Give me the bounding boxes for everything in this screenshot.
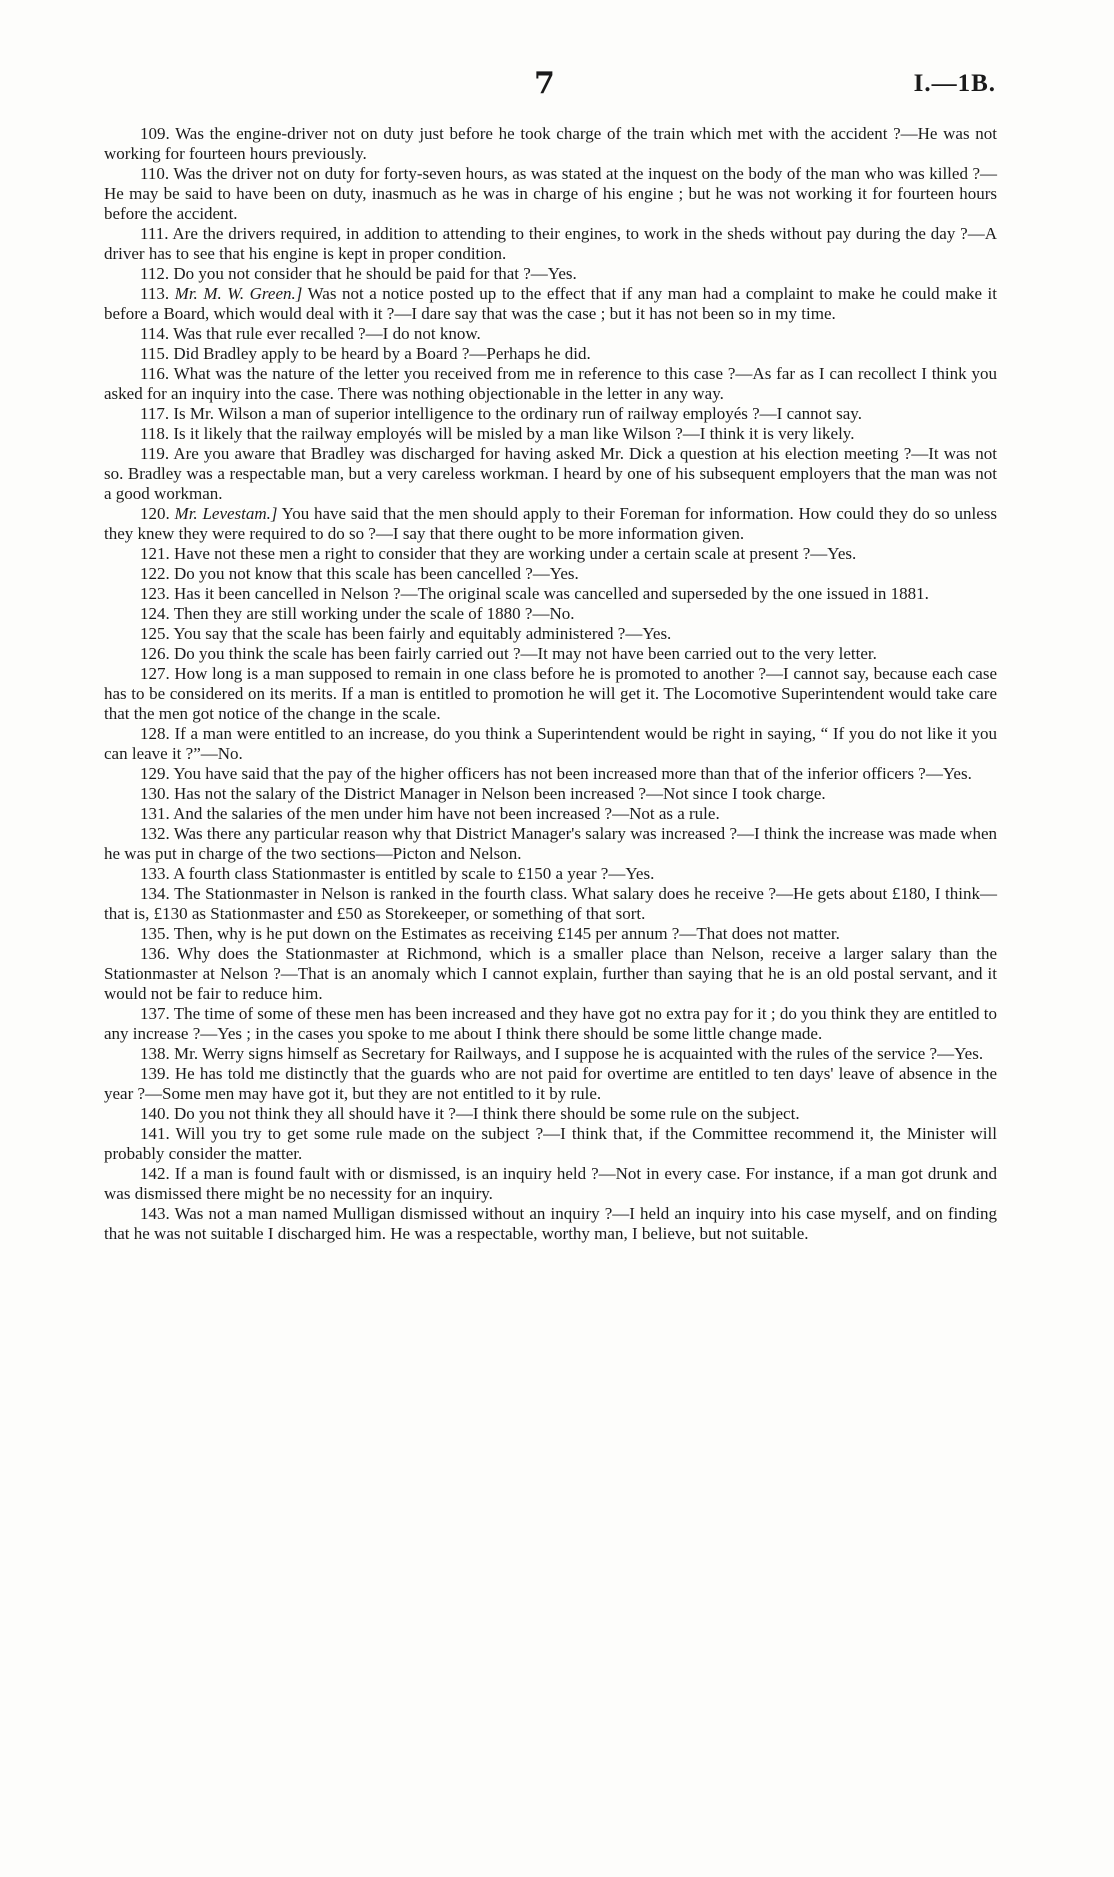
question-answer-text: Was not a man named Mulligan dismissed without an inquiry ?—I held an inquiry into his case myself, and on finding that he was not suitable I discharged him. He was a respectable, worthy man, I believe, but not suitable. — [104, 1204, 997, 1243]
question-number: 136. — [140, 944, 170, 963]
question-answer-text: The Stationmaster in Nelson is ranked in the fourth class. What salary does he receive ?—He gets about £180, I think—that is, £130 as Stationmaster and £50 as Storekeeper, or something of that sort. — [104, 884, 998, 923]
question-paragraph — [104, 664, 997, 724]
question-number: 133. — [140, 864, 170, 883]
question-paragraph — [104, 924, 997, 944]
question-paragraph — [104, 164, 997, 224]
question-paragraph — [104, 1004, 997, 1044]
page-number: 7 — [534, 66, 555, 101]
question-answer-text: Do you not think they all should have it ?—I think there should be some rule on the subject. — [174, 1104, 800, 1123]
question-number: 120. — [140, 504, 170, 523]
question-paragraph — [104, 764, 997, 784]
question-number: 110. — [140, 164, 170, 183]
question-paragraph — [104, 444, 997, 504]
question-paragraph — [104, 624, 997, 644]
question-answer-text: Then, why is he put down on the Estimates as receiving £145 per annum ?—That does not matter. — [173, 924, 840, 943]
question-answer-text: Are the drivers required, in addition to attending to their engines, to work in the sheds without pay during the day ?—A driver has to see that his engine is kept in proper condition. — [104, 224, 998, 263]
question-paragraph — [104, 1164, 997, 1204]
question-paragraph — [104, 804, 997, 824]
question-number: 111. — [140, 224, 169, 243]
question-number: 143. — [140, 1204, 170, 1223]
question-answer-text: Was there any particular reason why that District Manager's salary was increased ?—I think the increase was made when he was put in charge of the two sections—Picton and Nelson. — [104, 824, 997, 863]
question-paragraph — [104, 1204, 997, 1244]
question-answer-text: Was the driver not on duty for forty-seven hours, as was stated at the inquest on the body of the man who was killed ?—He may be said to have been on duty, inasmuch as he was in charge of his engine ; but he was not working it for fourteen hours before the accident. — [104, 164, 997, 223]
question-answer-text: Is Mr. Wilson a man of superior intelligence to the ordinary run of railway employés ?—I cannot say. — [173, 404, 862, 423]
question-number: 116. — [140, 364, 170, 383]
question-answer-text: A fourth class Stationmaster is entitled by scale to £150 a year ?—Yes. — [173, 864, 655, 883]
question-number: 124. — [140, 604, 170, 623]
question-number: 141. — [140, 1124, 170, 1143]
question-answer-text: Are you aware that Bradley was discharged for having asked Mr. Dick a question at his election meeting ?—It was not so. Bradley was a respectable man, but a very careless workman. I heard by one of his subsequent employers that the man was not a good workman. — [104, 444, 998, 503]
question-paragraph — [104, 1104, 997, 1124]
question-number: 109. — [140, 124, 170, 143]
question-number: 138. — [140, 1044, 170, 1063]
evidence-text — [104, 124, 997, 1244]
question-paragraph — [104, 944, 997, 1004]
question-answer-text: You say that the scale has been fairly and equitably administered ?—Yes. — [173, 624, 672, 643]
question-number: 115. — [140, 344, 170, 363]
question-paragraph — [104, 644, 997, 664]
question-paragraph — [104, 824, 997, 864]
question-answer-text: Do you not know that this scale has been cancelled ?—Yes. — [174, 564, 579, 583]
question-answer-text: How long is a man supposed to remain in one class before he is promoted to another ?—I cannot say, because each case has to be considered on its merits. If a man is entitled to promotion he will get it. The Locomotive Superintendent would take care that the men got notice of the change in the scale. — [104, 664, 997, 723]
page-header — [0, 66, 1114, 106]
question-number: 134. — [140, 884, 170, 903]
question-answer-text: Was not a notice posted up to the effect that if any man had a complaint to make he could make it before a Board, which would deal with it ?—I dare say that was the case ; but it has not been so in my time. — [104, 284, 998, 323]
question-answer-text: Was that rule ever recalled ?—I do not know. — [173, 324, 481, 343]
question-number: 132. — [140, 824, 170, 843]
question-paragraph — [104, 884, 997, 924]
question-answer-text: What was the nature of the letter you received from me in reference to this case ?—As far as I can recollect I think you asked for an inquiry into the case. There was nothing objectionable in the letter in any way. — [104, 364, 997, 403]
question-paragraph — [104, 284, 997, 324]
speaker-name: Mr. M. W. Green.] — [174, 284, 303, 303]
speaker-name: Mr. Levestam.] — [174, 504, 278, 523]
question-paragraph — [104, 504, 997, 544]
question-answer-text: Is it likely that the railway employés will be misled by a man like Wilson ?—I think it is very likely. — [173, 424, 855, 443]
question-number: 114. — [140, 324, 170, 343]
question-answer-text: Will you try to get some rule made on the subject ?—I think that, if the Committee recommend it, the Minister will probably consider the matter. — [104, 1124, 997, 1163]
question-paragraph — [104, 1124, 997, 1164]
question-answer-text: You have said that the pay of the higher officers has not been increased more than that of the inferior officers ?—Yes. — [173, 764, 972, 783]
question-answer-text: Then they are still working under the scale of 1880 ?—No. — [173, 604, 575, 623]
question-answer-text: If a man is found fault with or dismissed, is an inquiry held ?—Not in every case. For instance, if a man got drunk and was dismissed there might be no necessity for an inquiry. — [104, 1164, 998, 1203]
question-number: 129. — [140, 764, 170, 783]
question-number: 128. — [140, 724, 170, 743]
question-answer-text: Was the engine-driver not on duty just before he took charge of the train which met with the accident ?—He was not working for fourteen hours previously. — [104, 124, 997, 163]
question-number: 139. — [140, 1064, 170, 1083]
question-paragraph — [104, 124, 997, 164]
question-paragraph — [104, 364, 997, 404]
question-answer-text: Do you think the scale has been fairly carried out ?—It may not have been carried out to the very letter. — [174, 644, 877, 663]
question-number: 126. — [140, 644, 170, 663]
question-paragraph — [104, 424, 997, 444]
question-answer-text: Have not these men a right to consider that they are working under a certain scale at present ?—Yes. — [174, 544, 857, 563]
question-number: 118. — [140, 424, 170, 443]
question-answer-text: The time of some of these men has been increased and they have got no extra pay for it ; do you think they are entitled to any increase ?—Yes ; in the cases you spoke to me about I think there should be some little change made. — [104, 1004, 997, 1043]
question-number: 137. — [140, 1004, 170, 1023]
question-number: 122. — [140, 564, 170, 583]
question-paragraph — [104, 324, 997, 344]
question-answer-text: Mr. Werry signs himself as Secretary for Railways, and I suppose he is acquainted with the rules of the service ?—Yes. — [174, 1044, 984, 1063]
question-number: 142. — [140, 1164, 170, 1183]
question-number: 127. — [140, 664, 170, 683]
question-number: 119. — [140, 444, 170, 463]
question-answer-text: Has not the salary of the District Manager in Nelson been increased ?—Not since I took charge. — [174, 784, 826, 803]
question-number: 131. — [140, 804, 170, 823]
question-paragraph — [104, 344, 997, 364]
paper-reference: I.—1B. — [913, 70, 996, 97]
question-answer-text: Why does the Stationmaster at Richmond, which is a smaller place than Nelson, receive a larger salary than the Stationmaster at Nelson ?—That is an anomaly which I cannot explain, further than saying that he is an old postal servant, and it would not be fair to reduce him. — [104, 944, 997, 1003]
question-number: 113. — [140, 284, 170, 303]
question-answer-text: Do you not consider that he should be paid for that ?—Yes. — [173, 264, 577, 283]
question-paragraph — [104, 564, 997, 584]
question-answer-text: If a man were entitled to an increase, do you think a Superintendent would be right in saying, “ If you do not like it you can leave it ?”—No. — [104, 724, 998, 763]
question-paragraph — [104, 864, 997, 884]
question-paragraph — [104, 224, 997, 264]
question-number: 117. — [140, 404, 170, 423]
question-number: 112. — [140, 264, 170, 283]
question-paragraph — [104, 784, 997, 804]
question-number: 125. — [140, 624, 170, 643]
question-answer-text: He has told me distinctly that the guards who are not paid for overtime are entitled to ten days' leave of absence in the year ?—Some men may have got it, but they are not entitled to it by rule. — [104, 1064, 997, 1103]
question-number: 135. — [140, 924, 170, 943]
question-paragraph — [104, 1064, 997, 1104]
question-paragraph — [104, 544, 997, 564]
question-paragraph — [104, 404, 997, 424]
question-answer-text: Has it been cancelled in Nelson ?—The original scale was cancelled and superseded by the one issued in 1881. — [174, 584, 929, 603]
question-paragraph — [104, 604, 997, 624]
question-paragraph — [104, 264, 997, 284]
question-paragraph — [104, 1044, 997, 1064]
question-answer-text: You have said that the men should apply to their Foreman for information. How could they do so unless they knew they were required to do so ?—I say that there ought to be more information given. — [104, 504, 998, 543]
question-number: 140. — [140, 1104, 170, 1123]
question-number: 130. — [140, 784, 170, 803]
question-answer-text: Did Bradley apply to be heard by a Board ?—Perhaps he did. — [173, 344, 591, 363]
question-paragraph — [104, 724, 997, 764]
question-number: 123. — [140, 584, 170, 603]
question-number: 121. — [140, 544, 170, 563]
question-answer-text: And the salaries of the men under him have not been increased ?—Not as a rule. — [173, 804, 720, 823]
question-paragraph — [104, 584, 997, 604]
